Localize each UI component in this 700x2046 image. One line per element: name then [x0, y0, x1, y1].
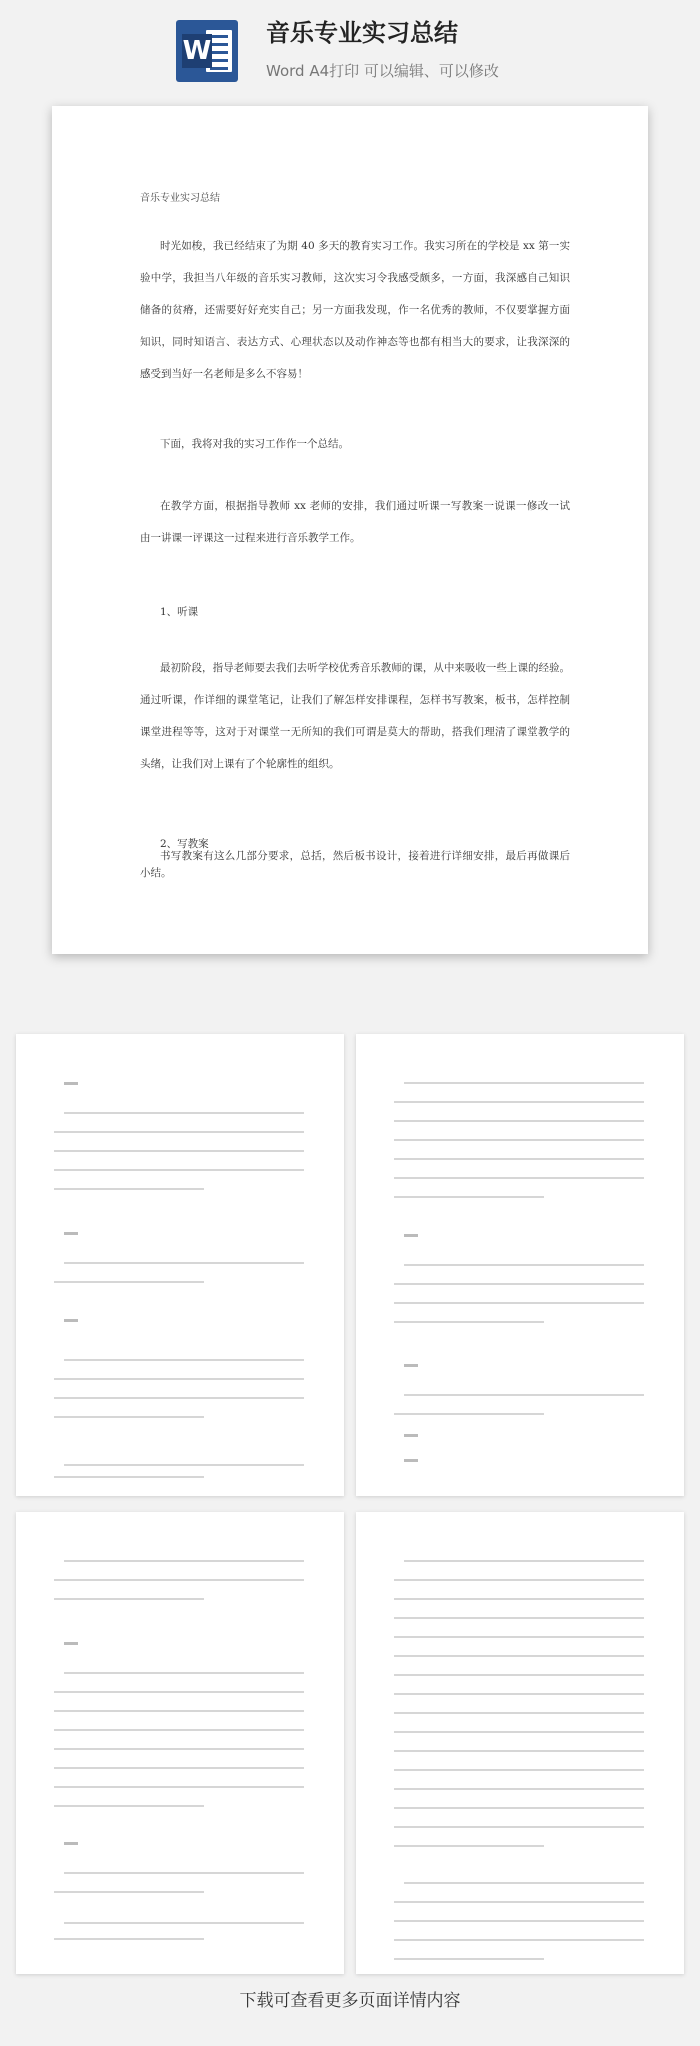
thumbnail-heading-line	[64, 1232, 78, 1235]
thumbnail-text-line	[404, 1082, 644, 1084]
thumbnail-text-line	[54, 1579, 304, 1581]
word-document-icon	[176, 20, 238, 82]
page-thumbnail-1[interactable]	[16, 1034, 344, 1496]
thumbnail-text-line	[404, 1882, 644, 1884]
header	[0, 0, 700, 100]
thumbnail-text-line	[64, 1112, 304, 1114]
download-more-notice[interactable]: 下载可查看更多页面详情内容	[239, 1991, 461, 2011]
paragraph-teaching: 在教学方面，根据指导教师 xx 老师的安排，我们通过听课一写教案一说课一修改一试 由一讲课一评课这一过程来进行音乐教学工作。	[140, 500, 570, 544]
thumbnail-text-line	[394, 1579, 644, 1581]
thumbnail-text-line	[394, 1807, 644, 1809]
thumbnail-text-line	[54, 1397, 304, 1399]
thumbnail-heading-line	[404, 1364, 418, 1367]
thumbnail-text-line	[394, 1617, 644, 1619]
thumbnail-heading-line	[404, 1234, 418, 1237]
thumbnail-text-line	[394, 1788, 644, 1790]
thumbnail-text-line	[54, 1281, 204, 1283]
thumbnail-text-line	[394, 1845, 544, 1847]
thumbnail-text-line	[394, 1413, 544, 1415]
thumbnail-heading-line	[64, 1842, 78, 1845]
thumbnail-text-line	[54, 1748, 304, 1750]
thumbnail-text-line	[394, 1636, 644, 1638]
paragraph-listening: 最初阶段，指导老师要去我们去听学校优秀音乐教师的课，从中来吸收一些上课的经验。 通过听课，作详细的课堂笔记，让我们了解怎样安排课程，怎样书写教案，板书，怎样控制 课堂进程等等，这对于对课堂一无所知的我们可谓是莫大的帮助，搭我们理清了课堂教学的 头绪，让我们对上课有了个轮廓性的组织。	[140, 662, 570, 770]
thumbnail-text-line	[64, 1262, 304, 1264]
page-thumbnail-4[interactable]	[356, 1512, 684, 1974]
thumbnail-text-line	[64, 1872, 304, 1874]
thumbnail-text-line	[394, 1901, 644, 1903]
thumbnail-text-line	[394, 1598, 644, 1600]
thumbnail-text-line	[54, 1169, 304, 1171]
thumbnail-text-line	[394, 1655, 644, 1657]
thumbnail-text-line	[394, 1731, 644, 1733]
paragraph-intro: 时光如梭，我已经结束了为期 40 多天的教育实习工作。我实习所在的学校是 xx 第一实 验中学，我担当八年级的音乐实习教师，这次实习令我感受颇多，一方面，我深感自己知识 储备的贫瘠，还需要好好充实自己；另一方面我发现，作一名优秀的教师，不仅要掌握方面 知识，同时知语言、表达方式、心理状态以及动作神态等也都有相当大的要求，让我深深的 感受到当好一名老师是多么不容易！	[140, 240, 570, 380]
thumbnail-text-line	[394, 1120, 644, 1122]
thumbnail-text-line	[64, 1560, 304, 1562]
thumbnail-text-line	[394, 1939, 644, 1941]
thumbnail-text-line	[54, 1891, 204, 1893]
thumbnail-text-line	[404, 1560, 644, 1562]
thumbnail-text-line	[394, 1750, 644, 1752]
document-page-1[interactable]	[52, 106, 648, 954]
thumbnail-text-line	[394, 1769, 644, 1771]
thumbnail-text-line	[394, 1321, 544, 1323]
thumbnail-heading-line	[404, 1434, 418, 1437]
thumbnail-text-line	[394, 1158, 644, 1160]
thumbnail-text-line	[394, 1139, 644, 1141]
page-thumbnail-3[interactable]	[16, 1512, 344, 1974]
thumbnail-text-line	[404, 1394, 644, 1396]
thumbnail-text-line	[54, 1691, 304, 1693]
thumbnail-text-line	[394, 1674, 644, 1676]
thumbnail-text-line	[394, 1283, 644, 1285]
paragraph-summary-intro: 下面，我将对我的实习工作作一个总结。	[160, 438, 349, 450]
word-icon-letter: W	[182, 36, 212, 66]
thumbnail-text-line	[394, 1101, 644, 1103]
thumbnail-text-line	[404, 1264, 644, 1266]
document-title: 音乐专业实习总结	[140, 193, 220, 204]
thumbnail-text-line	[54, 1131, 304, 1133]
thumbnail-text-line	[54, 1805, 204, 1807]
thumbnail-text-line	[54, 1416, 204, 1418]
thumbnail-text-line	[64, 1359, 304, 1361]
page-thumbnail-2[interactable]	[356, 1034, 684, 1496]
thumbnail-text-line	[394, 1712, 644, 1714]
thumbnail-text-line	[64, 1464, 304, 1466]
thumbnail-text-line	[54, 1767, 304, 1769]
thumbnail-text-line	[54, 1598, 204, 1600]
thumbnail-text-line	[54, 1786, 304, 1788]
thumbnail-text-line	[54, 1938, 204, 1940]
thumbnail-text-line	[54, 1729, 304, 1731]
paragraph-lesson-plan: 书写教案有这么几部分要求，总括，然后板书设计，接着进行详细安排，最后再做课后 小结。	[140, 850, 570, 879]
thumbnail-text-line	[54, 1188, 204, 1190]
thumbnail-text-line	[54, 1378, 304, 1380]
thumbnail-text-line	[54, 1476, 204, 1478]
thumbnail-text-line	[394, 1920, 644, 1922]
section-heading-listening: 1、听课	[160, 606, 199, 618]
thumbnail-text-line	[394, 1693, 644, 1695]
thumbnail-text-line	[54, 1150, 304, 1152]
thumbnail-text-line	[394, 1196, 544, 1198]
thumbnail-text-line	[394, 1302, 644, 1304]
thumbnail-text-line	[64, 1922, 304, 1924]
thumbnail-text-line	[394, 1826, 644, 1828]
thumbnail-text-line	[394, 1958, 544, 1960]
thumbnail-heading-line	[64, 1642, 78, 1645]
header-title: 音乐专业实习总结	[266, 19, 458, 47]
thumbnail-heading-line	[64, 1319, 78, 1322]
thumbnail-heading-line	[404, 1459, 418, 1462]
thumbnail-text-line	[54, 1710, 304, 1712]
section-heading-lesson-plan: 2、写教案	[160, 838, 209, 850]
thumbnail-text-line	[394, 1177, 644, 1179]
header-subtitle: Word A4打印 可以编辑、可以修改	[266, 62, 499, 80]
thumbnail-text-line	[64, 1672, 304, 1674]
thumbnail-heading-line	[64, 1082, 78, 1085]
